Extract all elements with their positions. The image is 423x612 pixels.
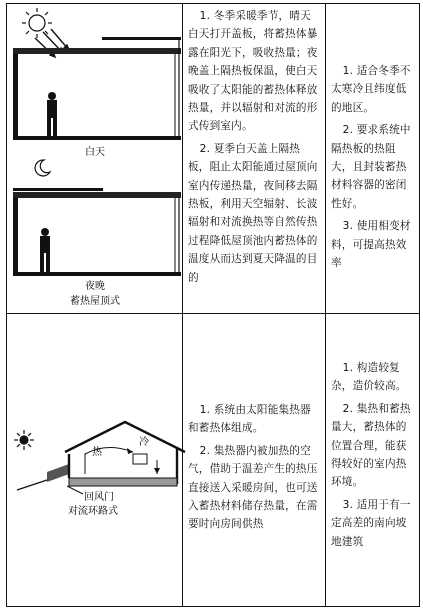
floor (13, 136, 181, 140)
roof-feature-2: 2. 要求系统中隔热板的热阻大，且封装蓄热材料容器的密闭性好。 (331, 124, 411, 210)
storage-bed (69, 478, 177, 486)
sun-icon (22, 8, 52, 38)
roof-principle (188, 7, 321, 287)
label-hot: 热 (92, 447, 102, 458)
label-return-door: 回风门 (84, 492, 114, 503)
caption-night: 夜晚 (85, 281, 105, 292)
column-divider-2 (325, 4, 326, 606)
roof-principle-summer: 2. 夏季白天盖上隔热板，阻止太阳能通过屋顶向室内传递热量，夜间移去隔热板，利用天空辐射、长波辐射和对流换热等自然传热过程降低屋顶池内蓄热体的温度从而达到夏天降温的目的 (188, 142, 318, 284)
person-icon (47, 92, 57, 136)
roof (65, 422, 185, 452)
sun-icon-2 (14, 430, 34, 450)
convection-features (331, 359, 415, 551)
system-name-roof: 蓄热屋顶式 (70, 296, 120, 307)
person-icon-night (40, 228, 50, 272)
convection-loop-diagram (7, 314, 182, 608)
floor-night (13, 272, 181, 276)
convection-principle-2: 2. 集热器内被加热的空气，借助于温差产生的热压直接送入采暖房间，也可送入蓄热材料储存热量，在需要时向房间供热 (188, 444, 318, 531)
convection-feature-2: 2. 集热和蓄热量大，蓄热体的位置合理，能获得较好的室内热环境。 (331, 402, 411, 489)
convection-principle (188, 401, 321, 534)
caption-day: 白天 (85, 147, 105, 158)
roof-storage-diagram (7, 4, 182, 313)
roof-principle-winter: 1. 冬季采暖季节，晴天白天打开盖板，将蓄热体暴露在阳光下，吸收热量；夜晚盖上隔热板保温，使白天吸收了太阳能的蓄热体释放热量，并以辐射和对流的形式传到室内。 (188, 10, 318, 133)
roof-feature-1: 1. 适合冬季不太寒冷且纬度低的地区。 (331, 65, 411, 114)
insulation-panel-open (102, 37, 181, 40)
wall-left (13, 54, 18, 140)
solar-collector (47, 464, 69, 482)
system-name-convection: 对流环路式 (68, 506, 118, 517)
insulation-panel-closed (13, 188, 103, 191)
moon-icon (35, 160, 50, 176)
comparison-table (6, 3, 420, 607)
roof-storage-slab (13, 48, 181, 54)
column-divider-1 (182, 4, 183, 606)
roof-features (331, 62, 415, 272)
wall-left-night (13, 198, 18, 276)
label-cold: 冷 (139, 437, 149, 448)
roof-storage-slab-night (13, 192, 103, 198)
roof-feature-3: 3. 使用相变材料，可提高热效率 (331, 220, 411, 270)
convection-feature-1: 1. 构造较复杂，造价较高。 (331, 362, 407, 393)
convection-feature-3: 3. 适用于有一定高差的南向坡地建筑 (331, 498, 411, 548)
convection-principle-1: 1. 系统由太阳能集热器和蓄热体组成。 (188, 404, 311, 435)
